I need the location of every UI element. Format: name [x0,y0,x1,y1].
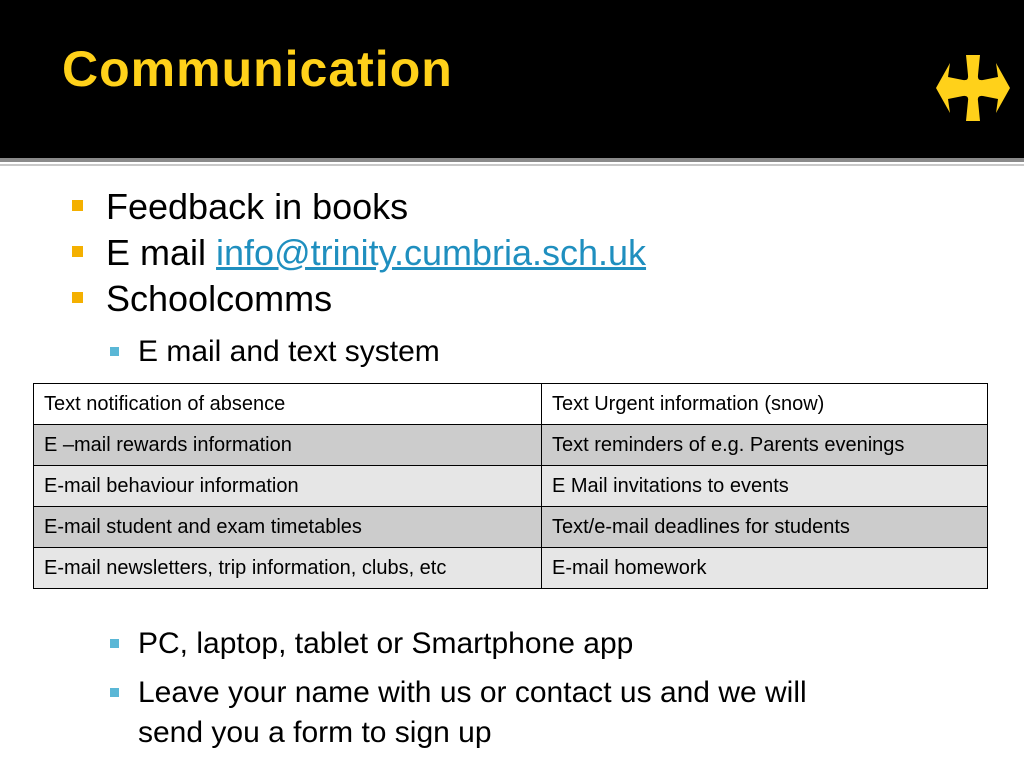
email-link[interactable]: info@trinity.cumbria.sch.uk [216,232,647,273]
table-row [34,507,988,548]
sub-bullet-square-icon [110,347,119,356]
sub-bullet-text: Leave your name with us or contact us and we will [138,676,807,709]
table-cell: E-mail student and exam timetables [34,507,542,548]
table-cell: E-mail newsletters, trip information, clubs, etc [34,548,542,589]
table-cell: Text Urgent information (snow) [542,384,988,425]
bullet-square-icon [72,200,83,211]
sub-bullet-text-continued: send you a form to sign up [138,716,492,749]
communication-table [33,383,988,589]
table-row [34,384,988,425]
bullet-text: Schoolcomms [106,278,333,319]
table-cell: Text notification of absence [34,384,542,425]
sub-bullet-text: PC, laptop, tablet or Smartphone app [138,627,634,660]
table-row [34,466,988,507]
sub-bullet-square-icon [110,688,119,697]
table-cell: E –mail rewards information [34,425,542,466]
bullet-text: Feedback in books [106,186,409,227]
bullet-text: E mail info@trinity.cumbria.sch.uk [106,232,647,273]
sub-bullet-text: E mail and text system [138,335,440,368]
table-cell: Text reminders of e.g. Parents evenings [542,425,988,466]
sub-bullet-square-icon [110,639,119,648]
title-bar [0,0,1024,158]
table-row [34,425,988,466]
table-cell: E Mail invitations to events [542,466,988,507]
header-divider [0,158,1024,162]
slide-title: Communication [62,41,453,97]
cross-icon [936,55,1010,121]
table-cell: Text/e-mail deadlines for students [542,507,988,548]
header-divider-thin [0,164,1024,166]
bullet-square-icon [72,292,83,303]
table-cell: E-mail behaviour information [34,466,542,507]
table-cell: E-mail homework [542,548,988,589]
table-row [34,548,988,589]
bullet-square-icon [72,246,83,257]
